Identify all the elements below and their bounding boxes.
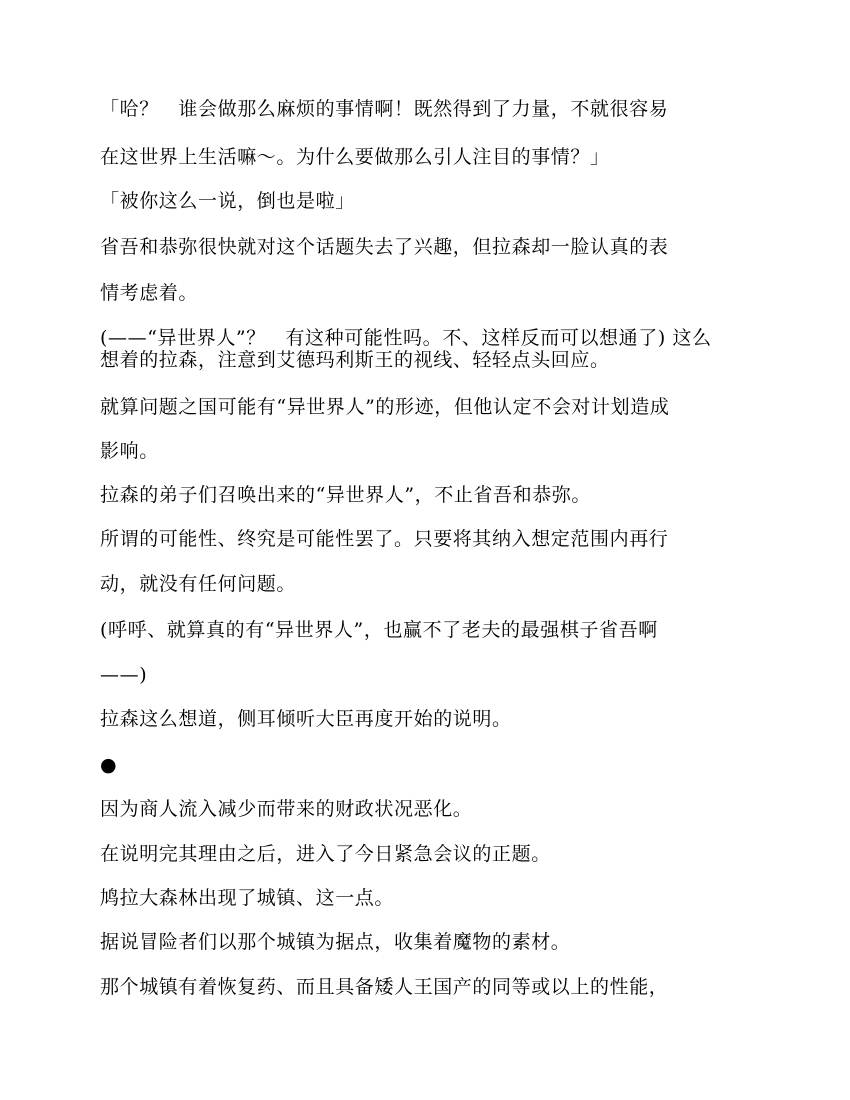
text-line: 鸠拉大森林出现了城镇、这一点。 <box>100 887 395 909</box>
text-line: 想着的拉森，注意到艾德玛利斯王的视线、轻轻点头回应。 <box>100 349 610 371</box>
text-line: 据说冒险者们以那个城镇为据点，收集着魔物的素材。 <box>100 931 571 953</box>
text-line: 「哈？ 谁会做那么麻烦的事情啊！既然得到了力量，不就很容易 <box>100 98 669 120</box>
text-line: 拉森这么想道，侧耳倾听大臣再度开始的说明。 <box>100 708 512 730</box>
text-line: 就算问题之国可能有“异世界人”的形迹，但他认定不会对计划造成 <box>100 396 670 418</box>
text-line: 所谓的可能性、终究是可能性罢了。只要将其纳入想定范围内再行 <box>100 528 669 550</box>
text-line: 影响。 <box>100 440 159 462</box>
text-line: 在这世界上生活嘛～。为什么要做那么引人注目的事情？」 <box>100 146 610 168</box>
text-line: 在说明完其理由之后，进入了今日紧急会议的正题。 <box>100 843 551 865</box>
text-line: 动，就没有任何问题。 <box>100 573 297 595</box>
text-line: 情考虑着。 <box>100 282 199 304</box>
text-line: 那个城镇有着恢复药、而且具备矮人王国产的同等或以上的性能， <box>100 976 669 998</box>
text-line: (呼呼、就算真的有“异世界人”，也赢不了老夫的最强棋子省吾啊 <box>100 619 658 641</box>
text-line: 因为商人流入减少而带来的财政状况恶化。 <box>100 798 473 820</box>
text-line: 拉森的弟子们召唤出来的“异世界人”，不止省吾和恭弥。 <box>100 484 592 506</box>
text-line: ——) <box>100 664 148 686</box>
text-line: 省吾和恭弥很快就对这个话题失去了兴趣，但拉森却一脸认真的表 <box>100 236 669 258</box>
text-line: (——“异世界人”？ 有这种可能性吗。不、这样反而可以想通了) 这么 <box>100 327 712 349</box>
bullet-separator: ● <box>100 754 118 776</box>
text-line: 「被你这么一说，倒也是啦」 <box>100 190 355 212</box>
